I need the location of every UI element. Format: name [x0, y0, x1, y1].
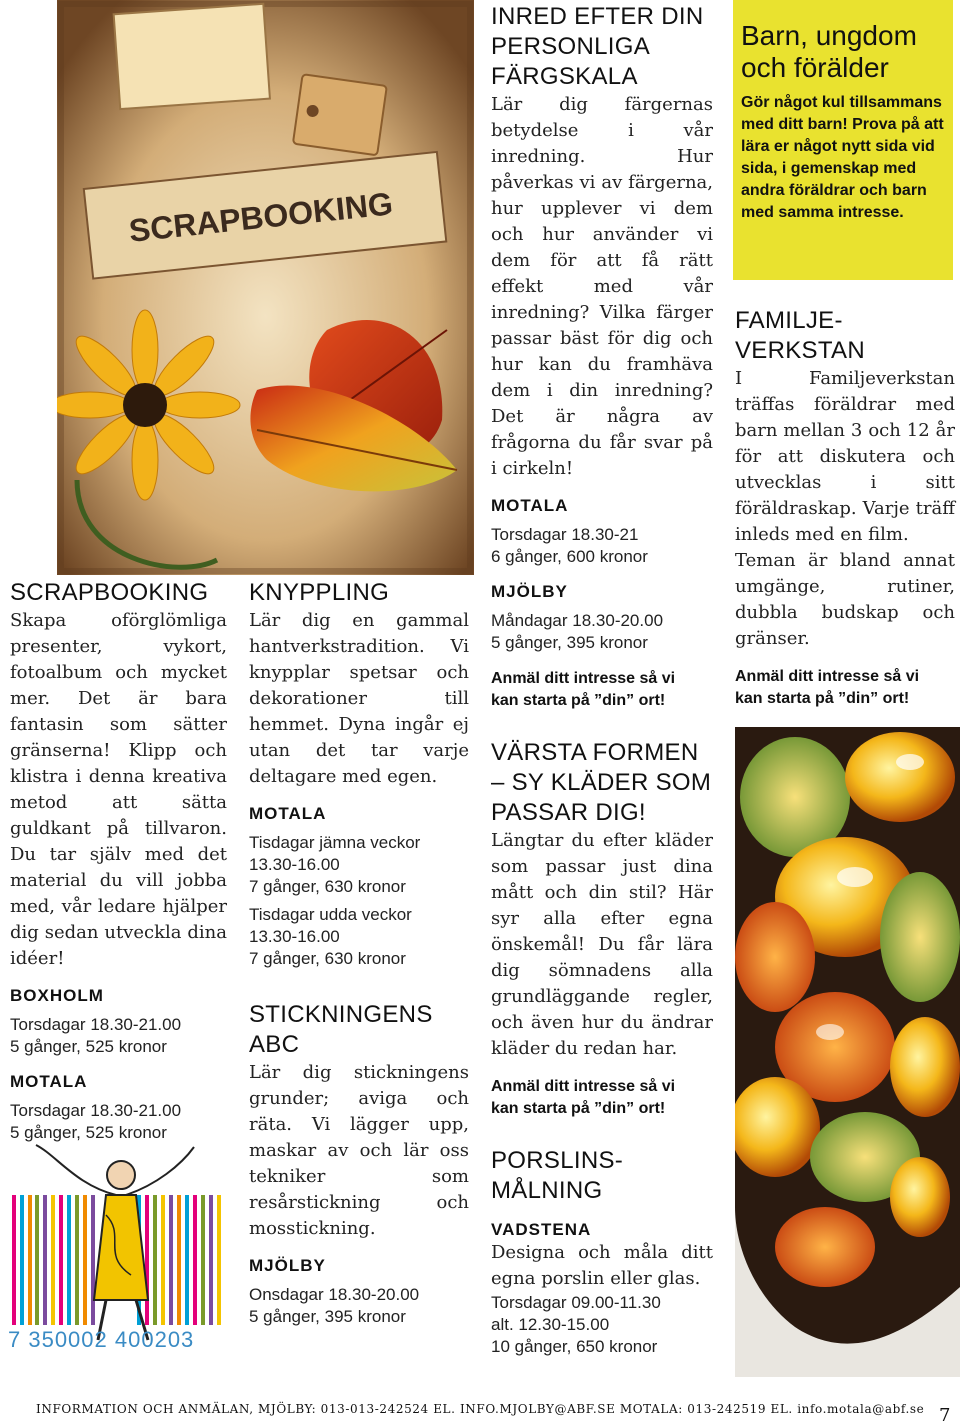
familj-title-2: VERKSTAN [735, 337, 865, 364]
inred-cta-2: kan starta på ”din” ort! [491, 692, 666, 709]
familj-body-2: Teman är bland annat umgänge, rutiner, dubbla budskap och gränser. [735, 550, 955, 649]
barn-text: Gör något kul tillsammans med ditt barn! Prova på att lära er något nytt sida vid sida, i gemenskap med andra föräldrar och barn med samma intresse. [741, 94, 944, 221]
familj-section [735, 306, 955, 710]
scrapbooking-image [57, 0, 474, 575]
stickning-price: 5 gånger, 395 kronor [249, 1307, 406, 1326]
barcode-digits: 7 350002 400203 [8, 1327, 195, 1352]
knyppling-line-6: 7 gånger, 630 kronor [249, 949, 406, 968]
varsta-title-2: – SY KLÄDER SOM [491, 769, 712, 796]
knyppling-line-1: Tisdagar jämna veckor [249, 833, 421, 852]
scrapbooking-location-boxholm: BOXHOLM [10, 986, 104, 1005]
scrapbooking-motala-price: 5 gånger, 525 kronor [10, 1123, 167, 1142]
familj-cta-2: kan starta på ”din” ort! [735, 690, 910, 707]
inred-mjolby-price: 5 gånger, 395 kronor [491, 633, 648, 652]
barcode-figure [6, 1135, 228, 1357]
scrapbooking-boxholm-time: Torsdagar 18.30-21.00 [10, 1015, 182, 1034]
varsta-cta-2: kan starta på ”din” ort! [491, 1100, 666, 1117]
barn-title-1: Barn, ungdom [741, 20, 917, 51]
knyppling-line-3: 7 gånger, 630 kronor [249, 877, 406, 896]
inred-title-2: PERSONLIGA [491, 33, 651, 60]
inred-motala-price: 6 gånger, 600 kronor [491, 547, 648, 566]
inred-location-mjolby: MJÖLBY [491, 582, 568, 601]
inred-title-1: INRED EFTER DIN [491, 3, 704, 30]
glass-art-illustration [735, 727, 960, 1377]
inred-location-motala: MOTALA [491, 496, 569, 515]
scrapbooking-body: Skapa oförglömliga presenter, vykort, fotoalbum och mycket mer. Det är bara fantasin som sätter gränserna! Klipp och klistra i denna kreativa metod att sätta guldkant på tillvaron. Du tar själv med det material du vill jobba med, vår ledare hjälper dig sedan utveckla dina idéer! [10, 610, 227, 969]
porslin-title-1: PORSLINS- [491, 1147, 624, 1174]
barn-title-2: och förälder [741, 52, 889, 83]
inred-cta-1: Anmäl ditt intresse så vi [491, 670, 676, 687]
barcode-illustration [6, 1135, 228, 1357]
familj-body-1: I Familjeverkstan träffas föräldrar med barn mellan 3 och 12 år för att diskutera och utvecklas i sitt föräldraskap. Varje träff inleds med en film. [735, 368, 955, 545]
barn-box [733, 0, 953, 280]
scrapbooking-motala-time: Torsdagar 18.30-21.00 [10, 1101, 182, 1120]
stickning-body: Lär dig stickningens grunder; aviga och räta. Vi lägger upp, maskar av och lär oss tekniker som resårstickning och mosstickning. [249, 1062, 469, 1239]
knyppling-body: Lär dig en gammal hantverkstradition. Vi knypplar spetsar och dekorationer till hemmet. Dyna ingår ej utan det tar varje deltagare med egen. [249, 610, 469, 787]
page-number: 7 [939, 1405, 952, 1426]
varsta-title-3: PASSAR DIG! [491, 799, 646, 826]
stickning-time: Onsdagar 18.30-20.00 [249, 1285, 420, 1304]
porslin-time-2: alt. 12.30-15.00 [491, 1315, 610, 1334]
scrapbooking-section [10, 578, 227, 1144]
inred-body: Lär dig färgernas betydelse i vår inredning. Hur påverkas vi av färgerna, hur upplever vi dem och hur använder vi dem för att få rätt effekt med vår inredning? Vilka färger passar bäst för dig och hur kan du framhäva dem i din inredning? Det är några av frågorna du får svar på i cirkeln! [491, 94, 713, 479]
knyppling-line-5: 13.30-16.00 [249, 927, 340, 946]
varsta-cta-1: Anmäl ditt intresse så vi [491, 1078, 676, 1095]
glass-art-image [735, 727, 960, 1377]
scrapbooking-location-motala: MOTALA [10, 1072, 88, 1091]
porslin-time-1: Torsdagar 09.00-11.30 [491, 1293, 661, 1312]
scrapbooking-boxholm-price: 5 gånger, 525 kronor [10, 1037, 167, 1056]
knyppling-line-2: 13.30-16.00 [249, 855, 340, 874]
varsta-title-1: VÄRSTA FORMEN [491, 739, 699, 766]
knyppling-location-motala: MOTALA [249, 804, 327, 823]
scrapbooking-illustration [57, 0, 474, 575]
scrapbooking-title: SCRAPBOOKING [10, 579, 209, 606]
porslin-title-2: MÅLNING [491, 1177, 603, 1204]
stickning-title-2: ABC [249, 1031, 300, 1058]
familj-cta-1: Anmäl ditt intresse så vi [735, 668, 920, 685]
inred-motala-time: Torsdagar 18.30-21 [491, 525, 639, 544]
familj-title-1: FAMILJE- [735, 307, 843, 334]
stickning-location-mjolby: MJÖLBY [249, 1256, 326, 1275]
inred-mjolby-time: Måndagar 18.30-20.00 [491, 611, 664, 630]
porslin-location-vadstena: VADSTENA [491, 1220, 592, 1239]
scrapbooking-image-label: SCRAPBOOKING [127, 185, 395, 249]
inred-title-3: FÄRGSKALA [491, 63, 638, 90]
knyppling-line-4: Tisdagar udda veckor [249, 905, 412, 924]
inred-section [491, 2, 713, 1358]
stickning-title-1: STICKNINGENS [249, 1001, 433, 1028]
varsta-body: Längtar du efter kläder som passar just dina mått och din stil? Här syr alla efter egna önskemål! Du får lära dig sömnadens alla grundläggande regler, och även hur du ändrar kläder du redan har. [491, 830, 713, 1059]
footer-contact: INFORMATION OCH ANMÄLAN, MJÖLBY: 013-013-242524 EL. INFO.MJOLBY@ABF.SE MOTALA: 013-242519 EL. info.motala@abf.se [36, 1402, 925, 1416]
knyppling-section [249, 578, 469, 1328]
porslin-body: Designa och måla ditt egna porslin eller glas. [491, 1242, 713, 1289]
porslin-price: 10 gånger, 650 kronor [491, 1337, 658, 1356]
knyppling-title: KNYPPLING [249, 579, 390, 606]
